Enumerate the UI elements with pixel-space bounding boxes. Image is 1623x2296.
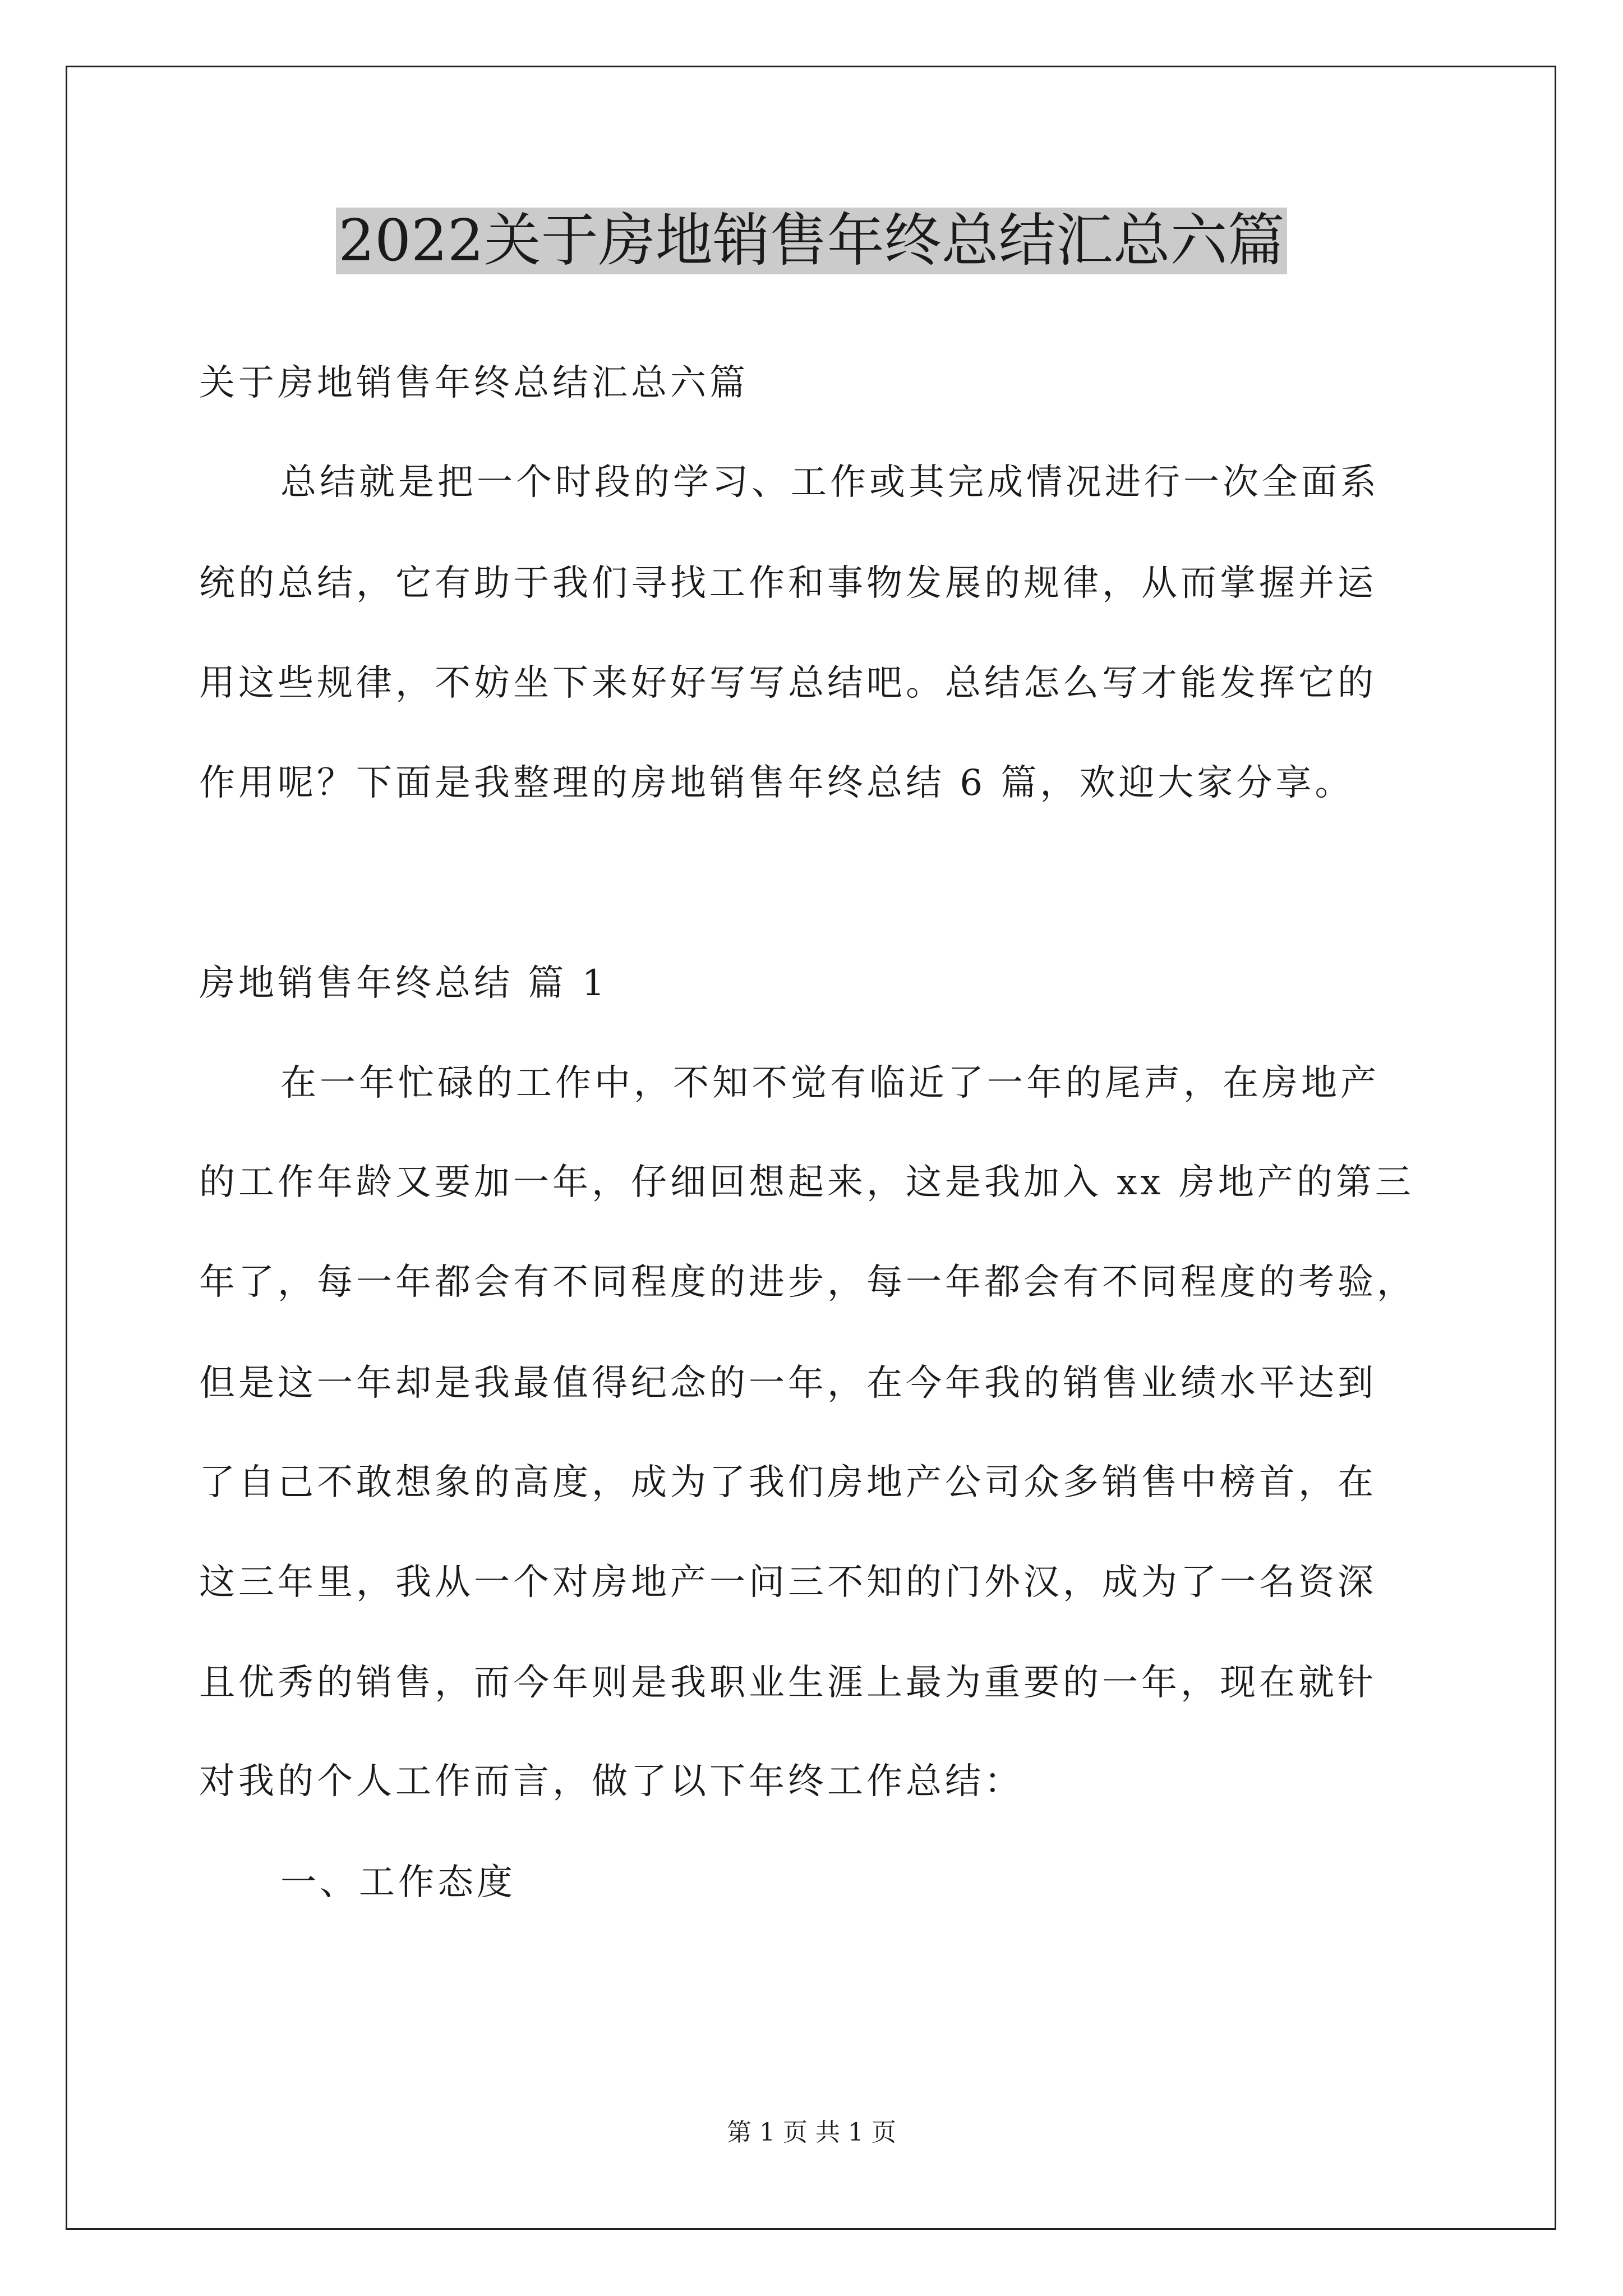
body-line: 的工作年龄又要加一年，仔细回想起来，这是我加入 xx 房地产的第三	[199, 1162, 1414, 1203]
intro-line: 总结就是把一个时段的学习、工作或其完成情况进行一次全面系	[280, 462, 1380, 503]
body-line: 年了，每一年都会有不同程度的进步，每一年都会有不同程度的考验，	[199, 1262, 1416, 1303]
page-footer: 第 1 页 共 1 页	[727, 2118, 896, 2147]
body-line: 对我的个人工作而言，做了以下年终工作总结：	[199, 1761, 1023, 1802]
body-line: 在一年忙碌的工作中，不知不觉有临近了一年的尾声，在房地产	[280, 1062, 1380, 1104]
body-line: 了自己不敢想象的高度，成为了我们房地产公司众多销售中榜首，在	[199, 1462, 1377, 1503]
document-title	[0, 199, 1623, 283]
document-subtitle: 关于房地销售年终总结汇总六篇	[199, 362, 749, 404]
subheading: 一、工作态度	[280, 1862, 516, 1903]
body-line: 这三年里，我从一个对房地产一问三不知的门外汉，成为了一名资深	[199, 1562, 1377, 1603]
intro-line: 作用呢？下面是我整理的房地销售年终总结 6 篇，欢迎大家分享。	[199, 762, 1354, 804]
intro-line: 统的总结，它有助于我们寻找工作和事物发展的规律，从而掌握并运	[199, 563, 1377, 604]
intro-line: 用这些规律，不妨坐下来好好写写总结吧。总结怎么写才能发挥它的	[199, 662, 1377, 704]
section-heading: 房地销售年终总结 篇 1	[199, 963, 608, 1004]
body-line: 但是这一年却是我最值得纪念的一年，在今年我的销售业绩水平达到	[199, 1363, 1377, 1404]
body-line: 且优秀的销售，而今年则是我职业生涯上最为重要的一年，现在就针	[199, 1662, 1377, 1704]
document-title-text: 2022关于房地销售年终总结汇总六篇	[336, 208, 1287, 274]
